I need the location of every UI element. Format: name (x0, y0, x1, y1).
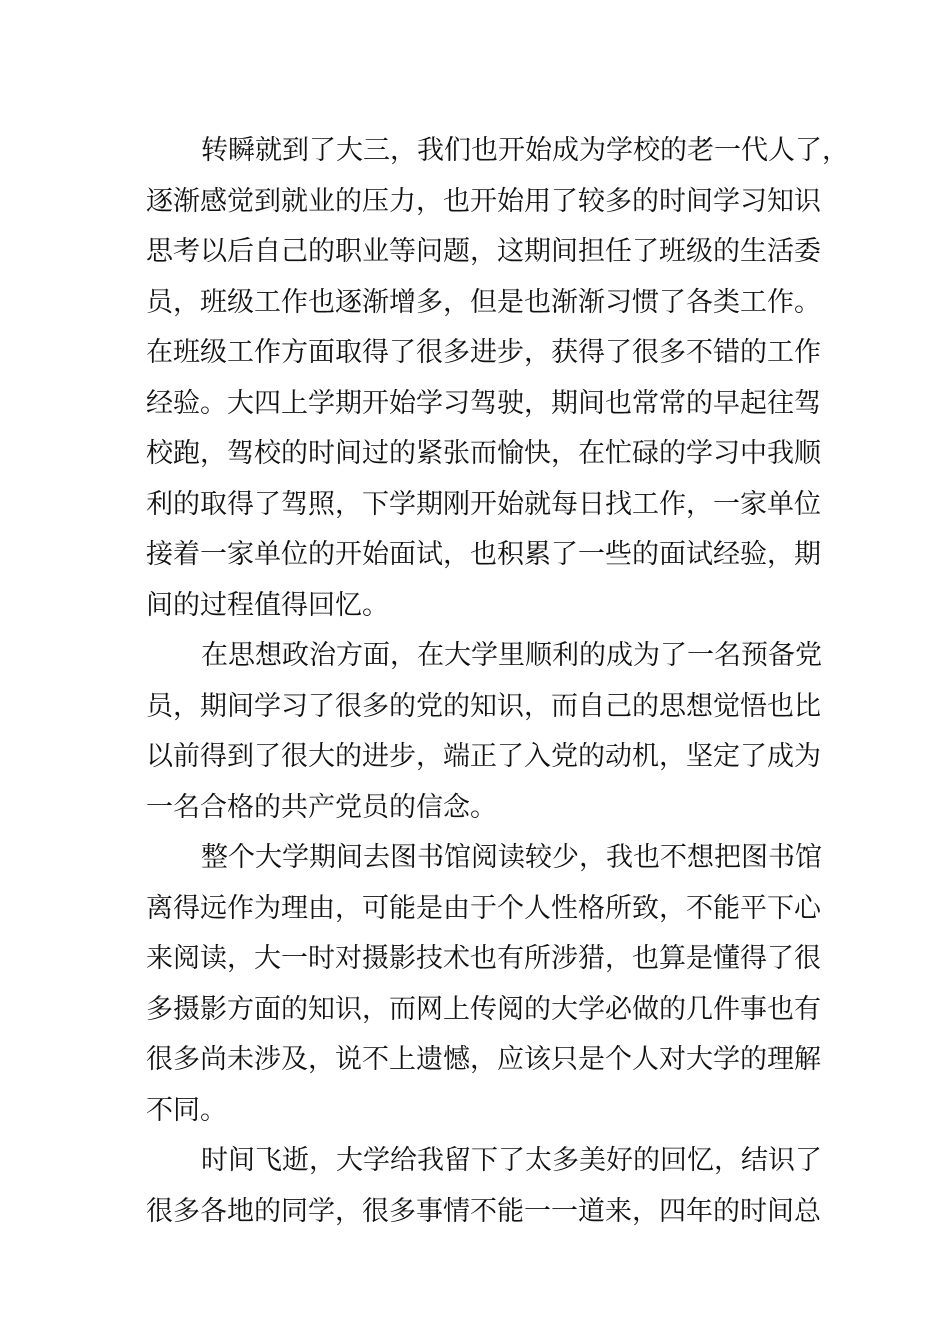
text-line: 经验。大四上学期开始学习驾驶，期间也常常的早起往驾 (146, 387, 821, 419)
text-line: 整个大学期间去图书馆阅读较少，我也不想把图书馆 (201, 842, 822, 873)
text-line: 来阅读，大一时对摄影技术也有所涉猎，也算是懂得了很 (146, 943, 821, 974)
text-line: 时间飞逝，大学给我留下了太多美好的回忆，结识了 (201, 1145, 822, 1176)
text-line: 很多尚未涉及，说不上遗憾，应该只是个人对大学的理解 (146, 1044, 821, 1075)
text-line: 在思想政治方面，在大学里顺利的成为了一名预备党 (201, 640, 822, 671)
paragraph-political (146, 631, 822, 833)
text-line: 转瞬就到了大三，我们也开始成为学校的老一代人了， (201, 135, 849, 166)
text-line: 员，期间学习了很多的党的知识，而自己的思想觉悟也比 (146, 690, 821, 722)
text-line: 不同。 (146, 1094, 227, 1126)
document-body (146, 126, 849, 1237)
text-line: 逐渐感觉到就业的压力，也开始用了较多的时间学习知识 (146, 185, 821, 217)
text-line: 利的取得了驾照，下学期刚开始就每日找工作，一家单位 (146, 488, 821, 520)
text-line: 思考以后自己的职业等问题，这期间担任了班级的生活委 (146, 236, 821, 267)
text-line: 离得远作为理由，可能是由于个人性格所致，不能平下心 (146, 892, 821, 924)
text-line: 一名合格的共产党员的信念。 (146, 791, 497, 823)
text-line: 在班级工作方面取得了很多进步，获得了很多不错的工作 (146, 337, 821, 368)
text-line: 接着一家单位的开始面试，也积累了一些的面试经验，期 (146, 539, 821, 570)
text-line: 多摄影方面的知识，而网上传阅的大学必做的几件事也有 (146, 993, 821, 1025)
text-line: 很多各地的同学，很多事情不能一一道来，四年的时间总 (146, 1195, 821, 1227)
text-line: 间的过程值得回忆。 (146, 589, 389, 621)
text-line: 员，班级工作也逐渐增多，但是也渐渐习惯了各类工作。 (146, 286, 821, 318)
text-line: 校跑，驾校的时间过的紧张而愉快，在忙碌的学习中我顺 (146, 438, 821, 469)
paragraph-library (146, 833, 822, 1136)
text-line: 以前得到了很大的进步，端正了入党的动机，坚定了成为 (146, 741, 821, 772)
paragraph-memories (146, 1136, 822, 1237)
paragraph-junior-year (146, 126, 849, 631)
